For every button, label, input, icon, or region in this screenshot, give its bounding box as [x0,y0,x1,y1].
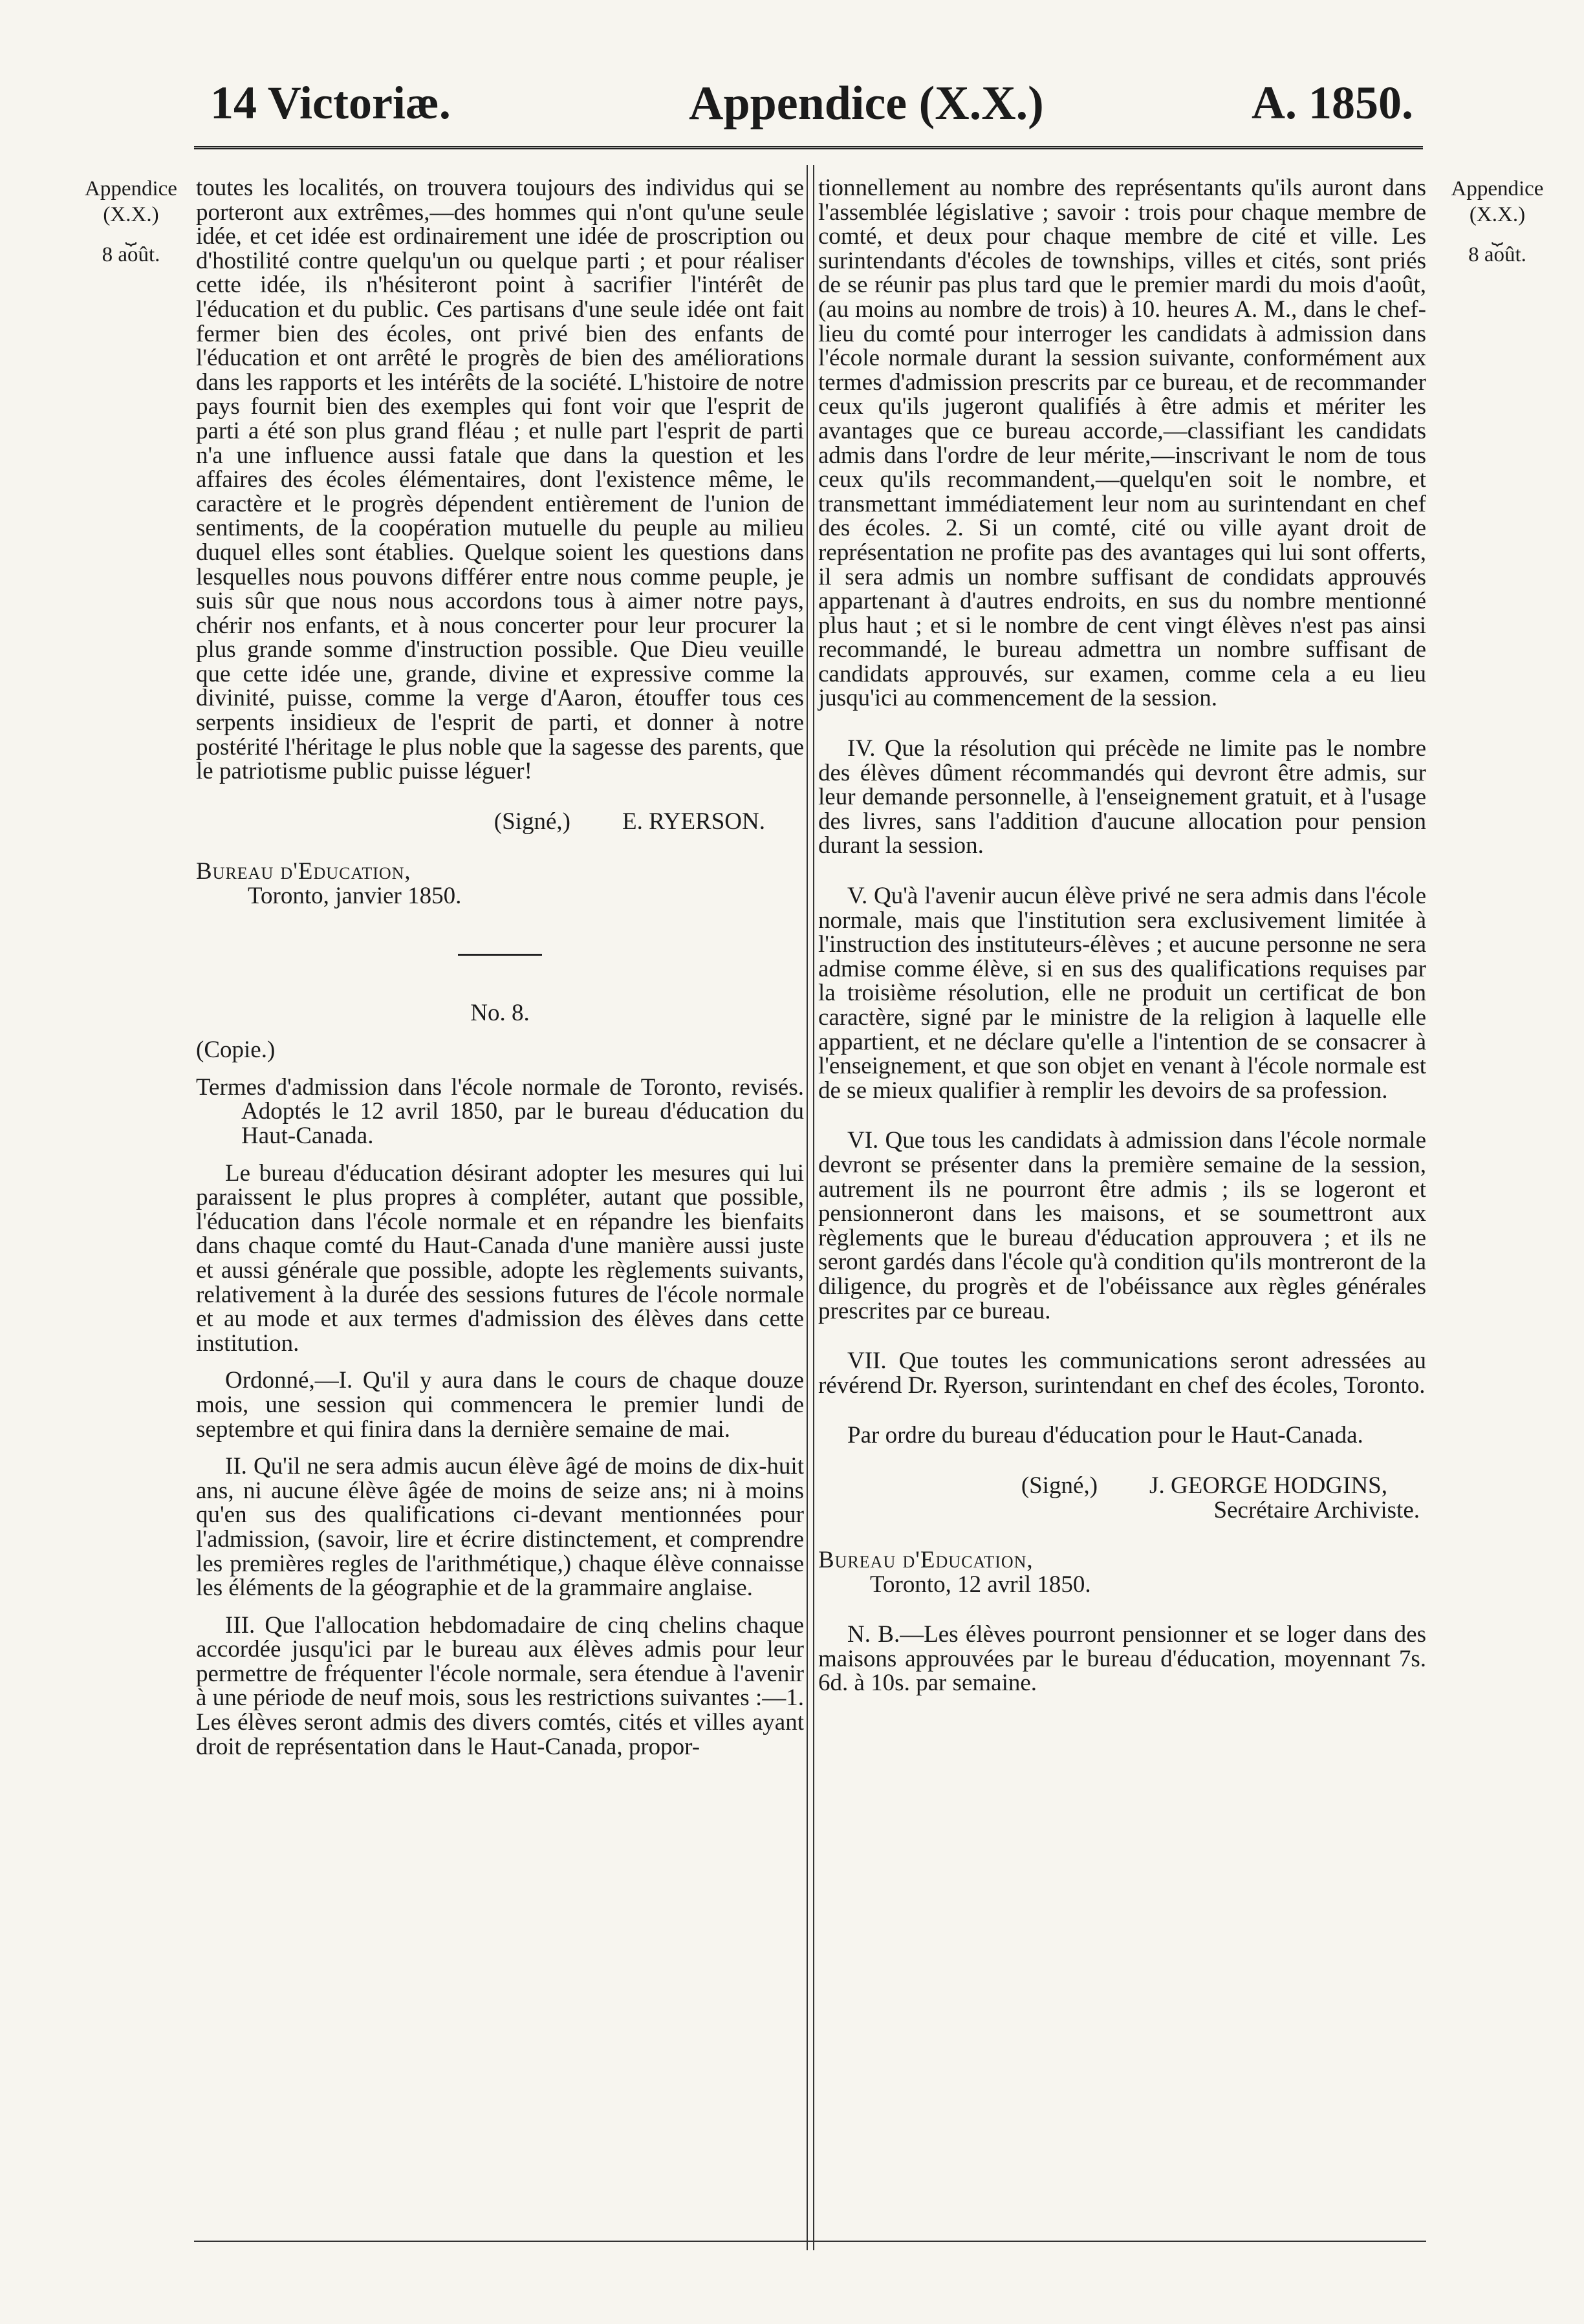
header-rule [194,146,1423,149]
paragraph-V: V. Qu'à l'avenir aucun élève privé ne sera admis dans l'école normale, mais que l'institution sera exclusivement limitée à l'instruction des instituteurs-élèves ; et aucune personne ne sera admise comme élève, si en sus des qualifications requises par la troisième résolution, elle ne produit un certificat de bon caractère, signé par le ministre de la religion à laquelle elle appartient, et ne déclare qu'elle a l'intention de se consacrer à l'enseignement, et que son objet en venant à l'école normale est de se mieux qualifier à remplir les devoirs de sa profession. [818,883,1426,1104]
margin-note-ref: (X.X.) [103,203,159,226]
office-name: Bureau d'Education, [196,858,411,885]
paragraph-intro: Le bureau d'éducation désirant adopter les mesures qui lui paraissent le plus propres à compléter, autant que possible, l'éducation dans l'école normale et en répandre les bienfaits dans chaque comté du Haut-Canada d'une manière aussi juste et aussi générale que possible, adopte les règlements suivants, relativement à la durée des sessions futures de l'école normale et au mode et aux termes d'admission des élèves dans cette institution. [196,1159,804,1357]
brace-icon: ⏟ [125,224,137,245]
header-appendix: Appendice (X.X.) [689,77,1044,130]
paragraph-continued: tionnellement au nombre des représentants qu'ils auront dans l'assemblée législative ; savoir : trois pour chaque membre de comté, et deux pour chaque membre de cité et ville. Les surintendants d'écoles de townships, villes et cités, sont priés de se réunir pas plus tard que le premier mardi du mois d'août, (au moins au nombre de trois) à 10. heures A. M., dans le chef-lieu du comté pour interroger les candidats à admission dans l'école normale durant la session suivante, conformément aux termes d'admission prescrits par ce bureau, et de recommander ceux qu'ils jugeront qualifiés à être admis et mériter les avantages que ce bureau accorde,—classifiant les candidats admis dans l'ordre de leur mérite,—inscrivant le nom de tous ceux qu'ils recommandent,—quelqu'en soit le nombre, et transmettant immédiatement leur nom au surintendant en chef des écoles. 2. Si un comté, cité ou ville ayant droit de représentation ne profite pas des avantages qui lui sont offerts, il sera admis un nombre suffisant de condidats approuvés appartenant à d'autres endroits, en sus du nombre mentionné plus haut ; et si le nombre de cent vingt élèves n'est pas ainsi recommandé, le bureau admettra un nombre suffisant de candidats approuvés, sur examen, comme cela a eu lieu jusqu'ici au commencement de la session. [818,175,1426,712]
margin-note-right [1429,176,1565,268]
place-date: Toronto, janvier 1850. [248,883,462,910]
column-separator [813,165,814,2250]
document-number: No. 8. [470,999,530,1026]
brace-icon: ⏟ [1492,224,1503,245]
paragraph-VI: VI. Que tous les candidats à admission dans l'école normale devront se présenter dans la première semaine de la session, autrement ils ne pourront être admis ; ils se logeront et pensionneront dans les maisons, et se soumettront aux règlements que le bureau d'éducation approuvera ; et ils ne seront gardés dans l'école qu'à condition qu'ils montreront de la diligence, du progrès et de l'obéissance aux règles générales prescrites par ce bureau. [818,1127,1426,1324]
opening-paragraph: toutes les localités, on trouvera toujours des individus qui se porteront aux extrêmes,—des hommes qui n'ont qu'une seule idée, et cet idée est ordinairement une idée de proscription ou d'hostilité contre quelqu'un ou quelque parti ; et pour réaliser cette idée, ils n'hésiteront point à sacrifier l'intérêt de l'éducation et du public. Ces partisans d'une seule idée ont fait fermer bien des écoles, ont privé bien des enfants de l'éducation et ont arrêté le progrès de bien des améliorations dans les rapports et les intérêts de la société. L'histoire de notre pays fournit bien des exemples qui font voir que l'esprit de parti a été son plus grand fléau ; et nulle part l'esprit de parti n'a une influence aussi fatale que dans la question et les affaires des écoles élémentaires, dont l'existence même, le caractère et le progrès dépendent entièrement de l'union de sentiments, de la coopération mutuelle du peuple au milieu duquel elles sont établies. Quelque soient les questions dans lesquelles nous pouvons différer entre nous comme peuple, je suis sûr que nous nous accordons tous à aimer notre pays, chérir nos enfants, et à nous concerter pour leur procurer la plus grande somme d'instruction possible. Que Dieu veuille que cette idée une, grande, divine et expressive comme la divinité, puisse, comme la verge d'Aaron, étouffer tous ces serpents insidieux de l'esprit de parti, et donner à notre postérité l'héritage le plus noble que la sagesse des parents, que le patriotisme public puisse léguer! [196,175,804,785]
document-title: Termes d'admission dans l'école normale de Toronto, revisés. Adoptés le 12 avril 1850, par le bureau d'éducation du Haut-Canada. [196,1073,804,1149]
paragraph-I: Ordonné,—I. Qu'il y aura dans le cours de chaque douze mois, une session qui commencera le premier lundi de septembre et qui finira dans la dernière semaine de mai. [196,1367,804,1443]
header-year: A. 1850. [1252,77,1413,129]
header-session: 14 Victoriæ. [210,77,451,129]
margin-note-label: Appendice [85,177,177,200]
copy-label: (Copie.) [196,1037,276,1064]
signed-label: (Signé,) [494,808,570,835]
right-column [818,176,1426,1695]
column-separator [807,165,808,2250]
left-column [196,176,804,1759]
signed-title: Secrétaire Archiviste. [1213,1496,1420,1523]
signature-ryerson [196,810,804,834]
margin-note-date: 8 août. [1468,243,1526,266]
nota-bene: N. B.—Les élèves pourront pensionner et se loger dans des maisons approuvées par le bureau d'éducation, moyennant 7s. 6d. à 10s. par semaine. [818,1621,1426,1697]
margin-note-ref: (X.X.) [1469,203,1526,226]
page-header [0,76,1584,154]
paragraph-IV: IV. Que la résolution qui précède ne limite pas le nombre des élèves dûment récommandés qui devront être admis, sur leur demande personnelle, à l'enseignement gratuit, et à l'usage des livres, sans l'addition d'aucune allocation pour pension durant la session. [818,735,1426,859]
margin-note-date: 8 août. [102,243,160,266]
paragraph-II: II. Qu'il ne sera admis aucun élève âgé de moins de dix-huit ans, ni aucune élève âgée de moins de seize ans; ni à moins qu'en sus des qualifications ci-devant mentionnées pour l'admission, (savoir, lire et écrire distinctement, et comprendre les premières regles de l'arithmétique,) chaque élève connaisse les éléments de la géographie et de la grammaire anglaise. [196,1453,804,1602]
footer-rule [194,2241,1426,2242]
signature-hodgins [818,1474,1426,1498]
office-name: Bureau d'Education, [818,1547,1034,1574]
margin-note-label: Appendice [1451,177,1544,200]
paragraph-III: III. Que l'allocation hebdomadaire de cinq chelins chaque accordée jusqu'ici par le bureau aux élèves admis pour leur permettre de fréquenter l'école normale, sera étendue à l'avenir à une période de neuf mois, sous les restrictions suivantes :—1. Les élèves seront admis des divers comtés, cités et villes ayant droit de représentation dans le Haut-Canada, propor- [196,1611,804,1760]
signed-name: E. RYERSON. [622,808,765,835]
margin-note-left [61,176,201,268]
place-date: Toronto, 12 avril 1850. [870,1571,1091,1598]
paragraph-VII: VII. Que toutes les communications seront adressées au révérend Dr. Ryerson, surintendant en chef des écoles, Toronto. [818,1348,1426,1399]
signed-name: J. GEORGE HODGINS, [1149,1472,1387,1499]
signed-label: (Signé,) [1021,1472,1098,1499]
order-line: Par ordre du bureau d'éducation pour le Haut-Canada. [847,1422,1363,1449]
